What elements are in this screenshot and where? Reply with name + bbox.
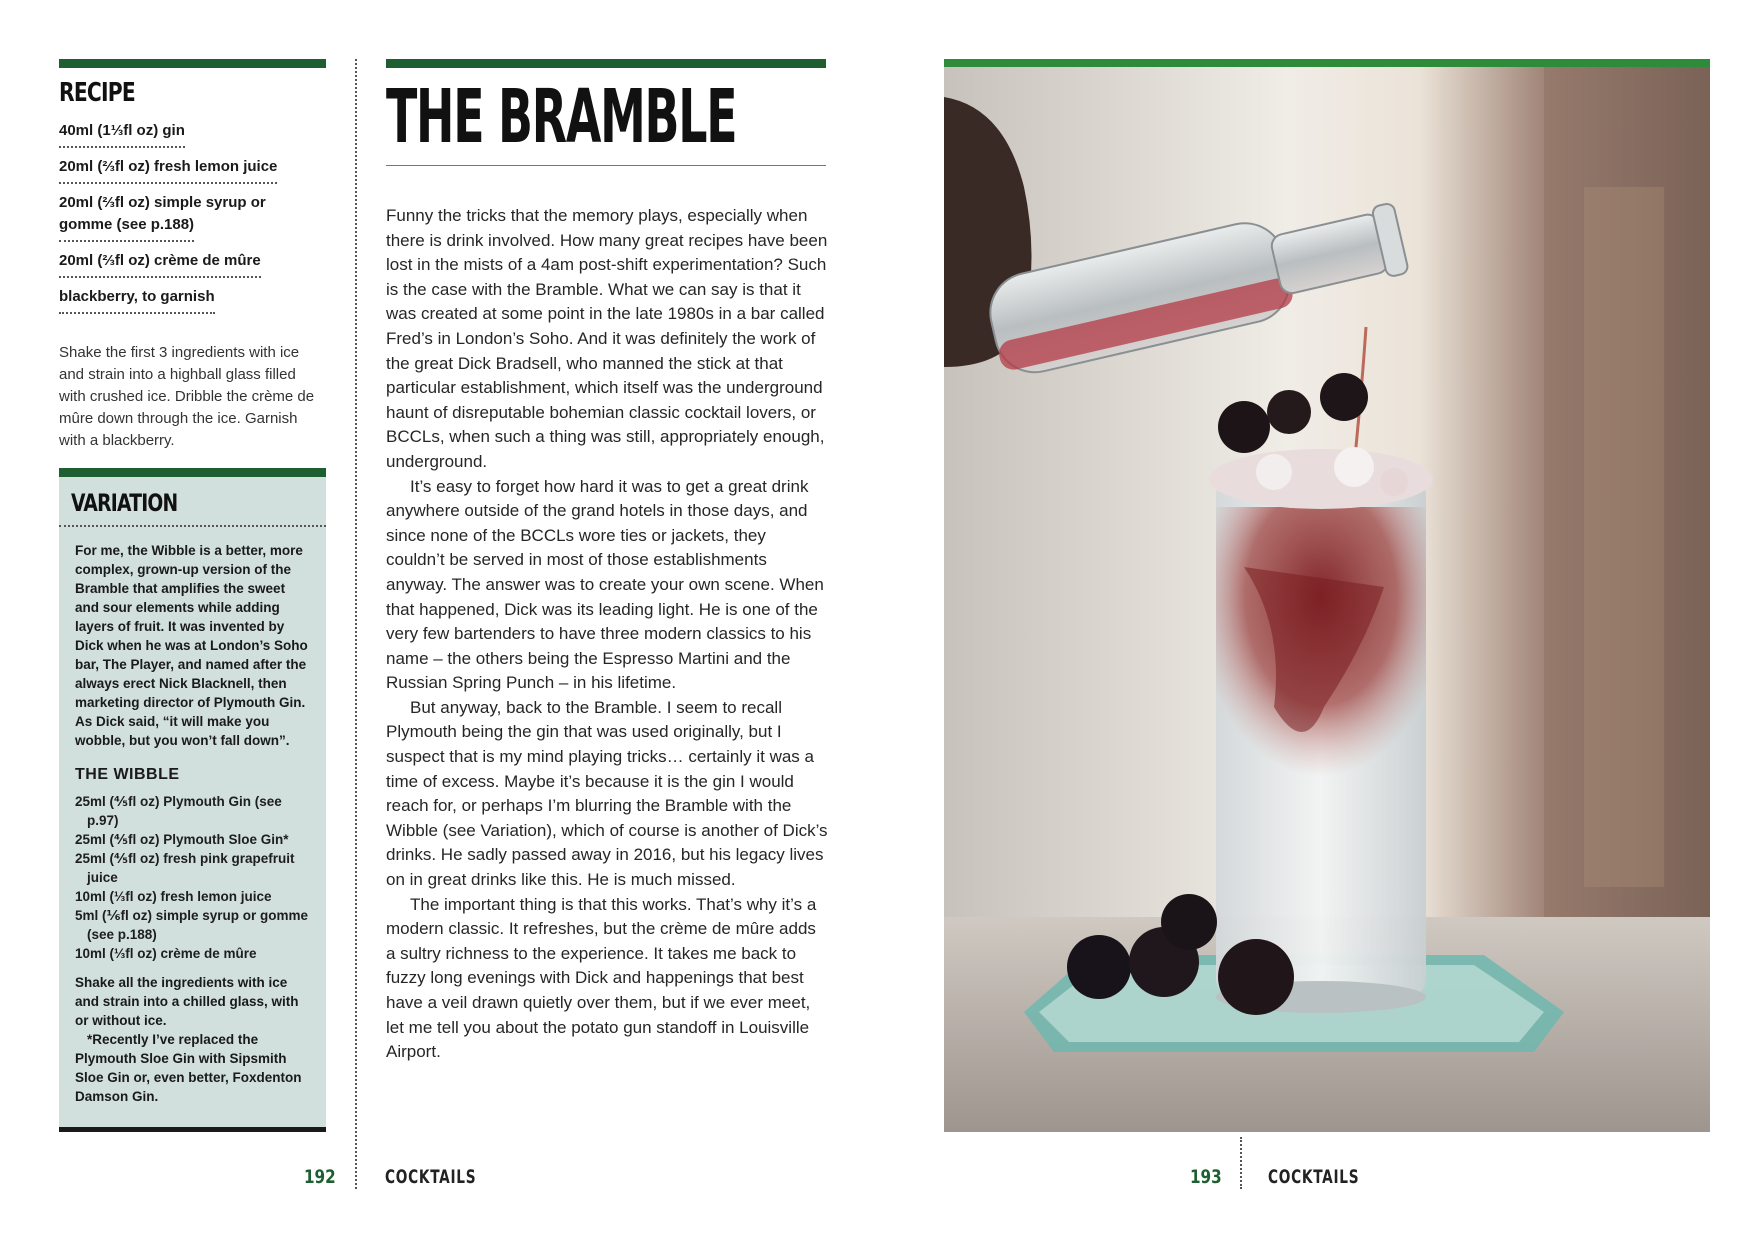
section-label-right: COCKTAILS xyxy=(1268,1166,1360,1188)
variation-ingredient: 10ml (⅓fl oz) fresh lemon juice xyxy=(75,889,272,904)
variation-footnote: *Recently I’ve replaced the Plymouth Sloe Gin with Sipsmith Sloe Gin or, even better, Foxdenton Damson Gin. xyxy=(75,1032,302,1104)
variation-box xyxy=(59,477,326,1127)
article-title: THE BRAMBLE xyxy=(386,74,737,160)
variation-ingredient: 25ml (⅘fl oz) Plymouth Sloe Gin* xyxy=(75,832,289,847)
article-top-bar xyxy=(386,59,826,68)
article-paragraph: The important thing is that this works. That’s why it’s a modern classic. It refreshes, but the crème de mûre adds a sultry richness to the experience. It takes me back to fuzzy long evenings with Dick and happenings that best have a veil drawn quietly over them, but if we ever meet, let me tell you about the potato gun standoff in Louisville Airport. xyxy=(386,894,817,1062)
variation-intro: For me, the Wibble is a better, more complex, grown-up version of the Bramble that amplifies the sweet and sour elements while adding layers of fruit. It was invented by Dick when he was at London’s Soho bar, The Player, and named after the always erect Nick Blacknell, then marketing director of Plymouth Gin. As Dick said, “it will make you wobble, but you won’t fall down”. xyxy=(75,543,308,748)
variation-divider xyxy=(59,525,326,527)
recipe-ingredient: 20ml (⅔fl oz) crème de mûre xyxy=(59,250,326,286)
article-body xyxy=(386,204,828,1065)
recipe-ingredients xyxy=(59,120,326,322)
recipe-method: Shake the first 3 ingredients with ice and strain into a highball glass filled with crushed ice. Dribble the crème de mûre down through the ice. Garnish with a blackberry. xyxy=(59,344,315,449)
recipe-ingredient: 20ml (⅔fl oz) simple syrup or xyxy=(59,194,266,211)
page-number-left: 192 xyxy=(303,1166,336,1188)
section-label-left: COCKTAILS xyxy=(385,1166,477,1188)
page-number-right: 193 xyxy=(1189,1166,1222,1188)
article-paragraph: Funny the tricks that the memory plays, especially when there is drink involved. How many great recipes have been lost in the mists of a 4am post-shift experimentation? Such is the case with the Bramble. What we can say is that it was created at some point in the late 1980s in a bar called Fred’s in London’s Soho. And it was definitely the work of the great Dick Bradsell, who manned the stick at that particular establishment, which itself was the underground haunt of disreputable bohemian classic cocktail lovers, or BCCLs, when such a thing was still, appropriately enough, underground. xyxy=(386,206,828,471)
variation-top-bar xyxy=(59,468,326,477)
column-divider xyxy=(355,59,357,1189)
bramble-photo-illustration xyxy=(944,67,1710,1132)
variation-subheading: THE WIBBLE xyxy=(75,766,180,783)
cocktail-photo xyxy=(944,67,1710,1132)
variation-ingredients xyxy=(71,792,314,963)
recipe-ingredient: gomme (see p.188) xyxy=(59,214,326,250)
article-paragraph: But anyway, back to the Bramble. I seem to recall Plymouth being the gin that was used originally, but I suspect that is my mind playing tricks… certainly it was a time of excess. Maybe it’s because it is the gin I would reach for, or perhaps I’m blurring the Bramble with the Wibble (see Variation), which of course is another of Dick’s drinks. He sadly passed away in 2016, but his legacy lives on in great drinks like this. He is much missed. xyxy=(386,697,828,890)
variation-method: Shake all the ingredients with ice and strain into a chilled glass, with or without ice. xyxy=(75,975,299,1028)
recipe-top-bar xyxy=(59,59,326,68)
variation-ingredient: 25ml (⅘fl oz) Plymouth Gin (see p.97) xyxy=(75,794,282,828)
recipe-ingredient: blackberry, to garnish xyxy=(59,286,326,322)
variation-bottom-bar xyxy=(59,1127,326,1132)
variation-ingredient: 10ml (⅓fl oz) crème de mûre xyxy=(75,946,257,961)
photo-top-bar xyxy=(944,59,1710,67)
variation-ingredient: 5ml (⅙fl oz) simple syrup or gomme (see p.188) xyxy=(75,908,309,942)
title-rule xyxy=(386,165,826,166)
footer-divider xyxy=(1240,1137,1242,1189)
recipe-heading: RECIPE xyxy=(59,78,135,108)
recipe-section xyxy=(59,78,326,452)
variation-ingredient: 25ml (⅘fl oz) fresh pink grapefruit juice xyxy=(75,851,295,885)
article-paragraph: It’s easy to forget how hard it was to get a great drink anywhere outside of the grand hotels in those days, and since none of the BCCLs wore ties or jackets, they couldn’t be served in most of those establishments anyway. The answer was to create your own scene. When that happened, Dick was its leading light. He is one of the very few bartenders to have three modern classics to his name – the others being the Espresso Martini and the Russian Spring Punch – in his lifetime. xyxy=(386,476,824,693)
recipe-ingredient: 40ml (1⅓fl oz) gin xyxy=(59,120,326,156)
variation-heading: VARIATION xyxy=(71,489,178,517)
recipe-ingredient: 20ml (⅔fl oz) fresh lemon juice xyxy=(59,156,326,192)
